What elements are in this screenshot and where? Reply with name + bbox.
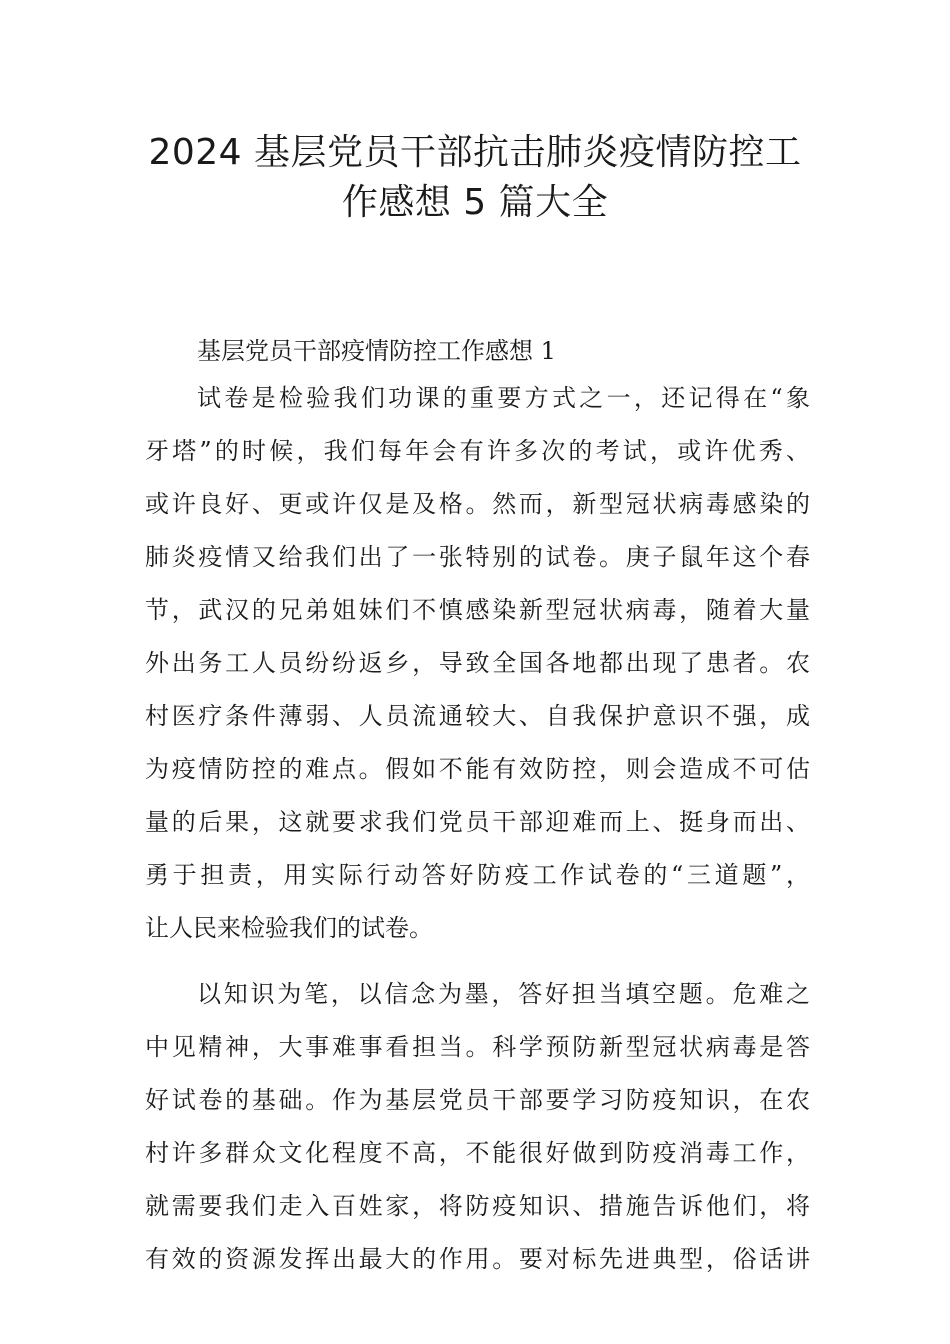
paragraph-line: 村医疗条件薄弱、人员流通较大、自我保护意识不强，成: [145, 702, 810, 730]
section-subheading: 基层党员干部疫情防控工作感想 1: [197, 337, 556, 365]
paragraph-line: 让人民来检验我们的试卷。: [145, 914, 433, 942]
paragraph-line: 有效的资源发挥出最大的作用。要对标先进典型，俗话讲: [145, 1245, 810, 1273]
paragraph-line: 外出务工人员纷纷返乡，导致全国各地都出现了患者。农: [145, 649, 810, 677]
paragraph-line: 勇于担责，用实际行动答好防疫工作试卷的“三道题”，: [145, 861, 810, 889]
paragraph-2: [145, 968, 810, 1286]
title-line-2: 作感想 5 篇大全: [341, 182, 609, 223]
paragraph-line: 肺炎疫情又给我们出了一张特别的试卷。庚子鼠年这个春: [145, 543, 810, 571]
paragraph-line: 就需要我们走入百姓家，将防疫知识、措施告诉他们，将: [145, 1192, 810, 1220]
document-body: [145, 330, 810, 1286]
paragraph-line: 以知识为笔，以信念为墨，答好担当填空题。危难之: [197, 980, 810, 1008]
paragraph-1: [145, 372, 810, 955]
paragraph-line: 村许多群众文化程度不高，不能很好做到防疫消毒工作，: [145, 1139, 810, 1167]
paragraph-line: 中见精神，大事难事看担当。科学预防新型冠状病毒是答: [145, 1033, 810, 1061]
paragraph-line: 牙塔”的时候，我们每年会有许多次的考试，或许优秀、: [145, 437, 810, 465]
title-line-1: 2024 基层党员干部抗击肺炎疫情防控工: [148, 132, 802, 173]
paragraph-line: 节，武汉的兄弟姐妹们不慎感染新型冠状病毒，随着大量: [145, 596, 810, 624]
paragraph-spacer: [145, 955, 810, 968]
paragraph-line: 或许良好、更或许仅是及格。然而，新型冠状病毒感染的: [145, 490, 810, 518]
document-title: [130, 128, 820, 228]
paragraph-line: 量的后果，这就要求我们党员干部迎难而上、挺身而出、: [145, 808, 810, 836]
paragraph-line: 为疫情防控的难点。假如不能有效防控，则会造成不可估: [145, 755, 810, 783]
paragraph-line: 好试卷的基础。作为基层党员干部要学习防疫知识，在农: [145, 1086, 810, 1114]
paragraph-line: 试卷是检验我们功课的重要方式之一，还记得在“象: [197, 384, 810, 412]
